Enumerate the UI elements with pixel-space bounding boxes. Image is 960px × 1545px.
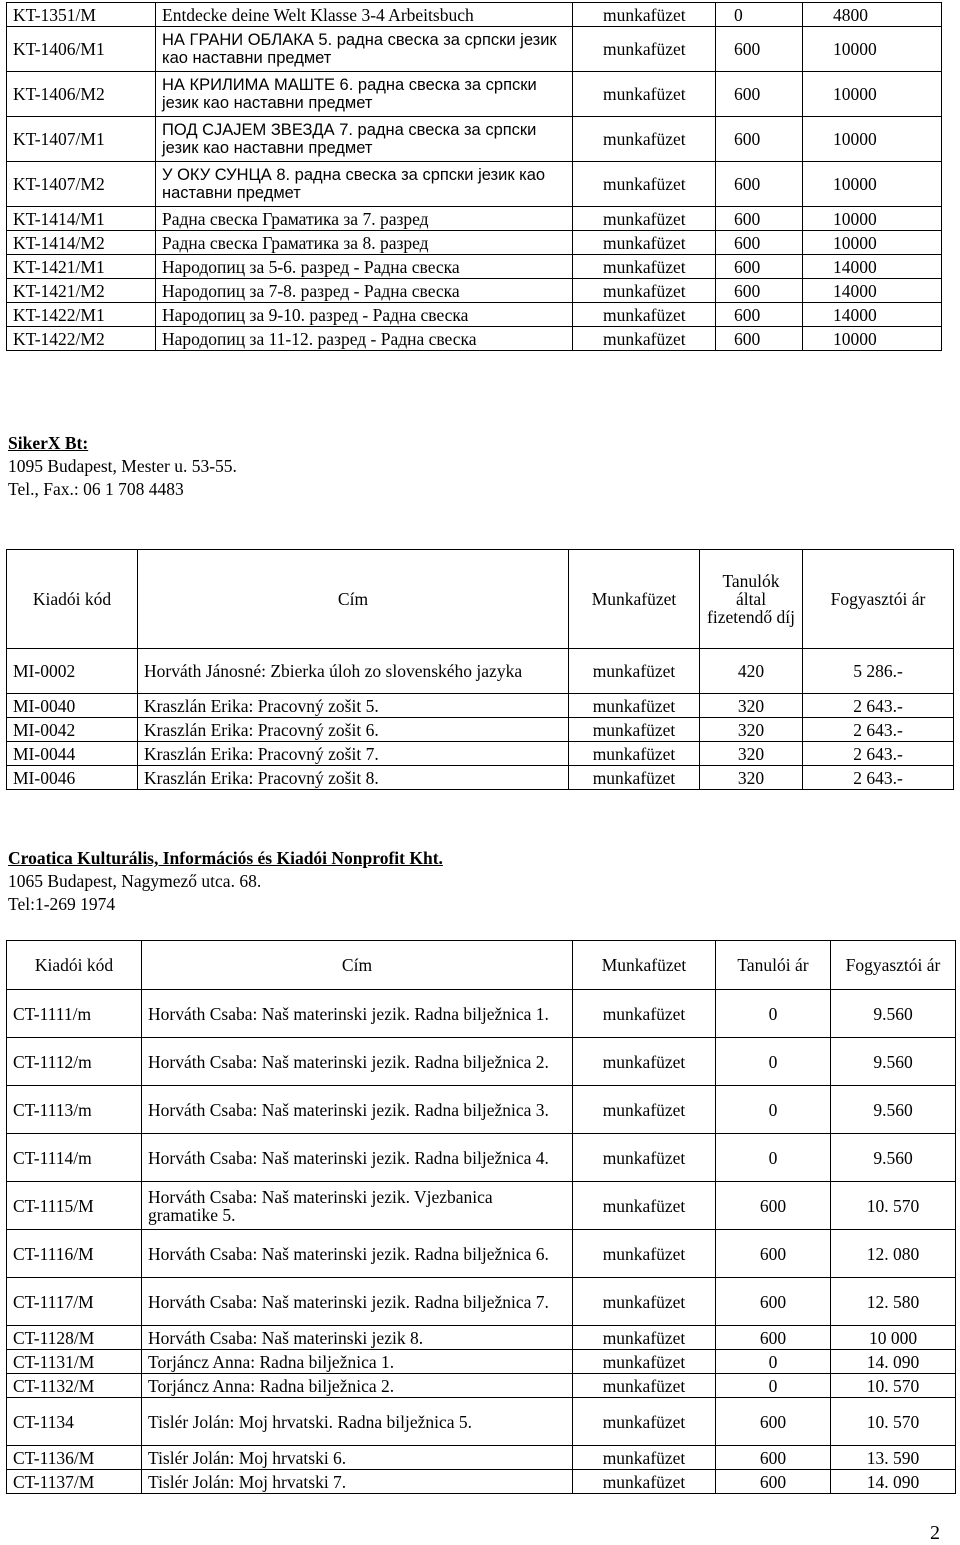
cell-consumer-price: 10000 xyxy=(803,231,942,255)
header-code: Kiadói kód xyxy=(7,550,138,649)
cell-type: munkafüzet xyxy=(573,303,716,327)
cell-type: munkafüzet xyxy=(573,117,716,162)
cell-code: CT-1131/M xyxy=(7,1350,142,1374)
cell-code: KT-1414/M2 xyxy=(7,231,156,255)
cell-code: KT-1406/M1 xyxy=(7,27,156,72)
cell-student-price: 600 xyxy=(716,231,803,255)
cell-student-price: 0 xyxy=(716,990,831,1038)
cell-student-price: 600 xyxy=(716,1278,831,1326)
cell-code: KT-1421/M2 xyxy=(7,279,156,303)
cell-student-price: 600 xyxy=(716,1326,831,1350)
cell-code: CT-1113/m xyxy=(7,1086,142,1134)
publisher-name: SikerX Bt: xyxy=(8,433,89,453)
cell-type: munkafüzet xyxy=(569,718,700,742)
cell-consumer-price: 10. 570 xyxy=(831,1374,956,1398)
cell-student-price: 600 xyxy=(716,27,803,72)
cell-type: munkafüzet xyxy=(573,279,716,303)
cell-type: munkafüzet xyxy=(573,1350,716,1374)
cell-code: KT-1407/M2 xyxy=(7,162,156,207)
table-row xyxy=(7,1374,956,1398)
table-row xyxy=(7,27,942,72)
table-row xyxy=(7,694,954,718)
publisher-croatica-info xyxy=(8,847,443,916)
cell-title: Tislér Jolán: Moj hrvatski. Radna bilježnica 5. xyxy=(142,1398,573,1446)
table-row xyxy=(7,162,942,207)
cell-code: MI-0042 xyxy=(7,718,138,742)
cell-type: munkafüzet xyxy=(573,1230,716,1278)
cell-type: munkafüzet xyxy=(573,1278,716,1326)
header-student-price: Tanulók által fizetendő díj xyxy=(700,550,803,649)
cell-consumer-price: 10000 xyxy=(803,327,942,351)
cell-title: Horváth Csaba: Naš materinski jezik. Radna bilježnica 7. xyxy=(142,1278,573,1326)
header-student-price: Tanulói ár xyxy=(716,941,831,990)
cell-title: Kraszlán Erika: Pracovný zošit 8. xyxy=(138,766,569,790)
table-row xyxy=(7,718,954,742)
table-row xyxy=(7,1182,956,1230)
cell-consumer-price: 9.560 xyxy=(831,1086,956,1134)
cell-title: У ОКУ СУНЦА 8. радна свеска за српски језик као наставни предмет xyxy=(156,162,573,207)
cell-code: KT-1421/M1 xyxy=(7,255,156,279)
cell-title: Kraszlán Erika: Pracovný zošit 6. xyxy=(138,718,569,742)
cell-type: munkafüzet xyxy=(569,742,700,766)
cell-student-price: 0 xyxy=(716,3,803,27)
cell-student-price: 420 xyxy=(700,649,803,694)
table-body xyxy=(7,649,954,790)
header-consumer-price: Fogyasztói ár xyxy=(831,941,956,990)
cell-type: munkafüzet xyxy=(573,162,716,207)
header-title: Cím xyxy=(142,941,573,990)
serbian-workbook-table xyxy=(6,2,942,351)
cell-consumer-price: 10000 xyxy=(803,162,942,207)
cell-code: MI-0002 xyxy=(7,649,138,694)
cell-consumer-price: 14. 090 xyxy=(831,1350,956,1374)
table-row xyxy=(7,255,942,279)
cell-student-price: 600 xyxy=(716,72,803,117)
cell-student-price: 600 xyxy=(716,279,803,303)
table-body xyxy=(7,990,956,1494)
cell-consumer-price: 9.560 xyxy=(831,990,956,1038)
table-header-row xyxy=(7,550,954,649)
cell-title: Народопиц за 11-12. разред - Радна свеска xyxy=(156,327,573,351)
cell-student-price: 600 xyxy=(716,303,803,327)
cell-type: munkafüzet xyxy=(573,1326,716,1350)
cell-code: CT-1114/m xyxy=(7,1134,142,1182)
cell-type: munkafüzet xyxy=(573,1182,716,1230)
table-row xyxy=(7,117,942,162)
cell-code: CT-1111/m xyxy=(7,990,142,1038)
cell-consumer-price: 14000 xyxy=(803,255,942,279)
cell-consumer-price: 14. 090 xyxy=(831,1470,956,1494)
publisher-sikerx-info xyxy=(8,432,237,501)
table-row xyxy=(7,1470,956,1494)
cell-consumer-price: 2 643.- xyxy=(803,766,954,790)
cell-title: Horváth Csaba: Naš materinski jezik. Radna bilježnica 2. xyxy=(142,1038,573,1086)
cell-title: Horváth Csaba: Naš materinski jezik. Radna bilježnica 4. xyxy=(142,1134,573,1182)
cell-code: CT-1115/M xyxy=(7,1182,142,1230)
cell-consumer-price: 5 286.- xyxy=(803,649,954,694)
cell-code: KT-1407/M1 xyxy=(7,117,156,162)
table-row xyxy=(7,1350,956,1374)
cell-student-price: 600 xyxy=(716,207,803,231)
cell-student-price: 0 xyxy=(716,1374,831,1398)
cell-title: Kraszlán Erika: Pracovný zošit 5. xyxy=(138,694,569,718)
cell-title: Entdecke deine Welt Klasse 3-4 Arbeitsbuch xyxy=(156,3,573,27)
cell-type: munkafüzet xyxy=(573,1446,716,1470)
cell-code: CT-1134 xyxy=(7,1398,142,1446)
table-row xyxy=(7,990,956,1038)
cell-title: НА КРИЛИМА МАШТЕ 6. радна свеска за српски језик као наставни предмет xyxy=(156,72,573,117)
cell-code: KT-1414/M1 xyxy=(7,207,156,231)
table-row xyxy=(7,1038,956,1086)
cell-title: Horváth Csaba: Naš materinski jezik. Radna bilježnica 3. xyxy=(142,1086,573,1134)
cell-student-price: 600 xyxy=(716,162,803,207)
page-number: 2 xyxy=(930,1522,940,1544)
table-header-row xyxy=(7,941,956,990)
table-row xyxy=(7,231,942,255)
header-consumer-price: Fogyasztói ár xyxy=(803,550,954,649)
publisher-address: 1095 Budapest, Mester u. 53-55. xyxy=(8,456,237,476)
cell-type: munkafüzet xyxy=(573,1374,716,1398)
cell-type: munkafüzet xyxy=(573,327,716,351)
publisher-phone: Tel:1-269 1974 xyxy=(8,894,116,914)
table-row xyxy=(7,1326,956,1350)
cell-student-price: 0 xyxy=(716,1350,831,1374)
cell-code: KT-1422/M1 xyxy=(7,303,156,327)
publisher-address: 1065 Budapest, Nagymező utca. 68. xyxy=(8,871,262,891)
table-row xyxy=(7,279,942,303)
cell-consumer-price: 2 643.- xyxy=(803,742,954,766)
cell-title: Народопиц за 7-8. разред - Радна свеска xyxy=(156,279,573,303)
table-row xyxy=(7,649,954,694)
cell-type: munkafüzet xyxy=(569,766,700,790)
cell-title: Kraszlán Erika: Pracovný zošit 7. xyxy=(138,742,569,766)
cell-student-price: 600 xyxy=(716,117,803,162)
cell-type: munkafüzet xyxy=(573,3,716,27)
cell-consumer-price: 10000 xyxy=(803,117,942,162)
cell-consumer-price: 2 643.- xyxy=(803,718,954,742)
cell-title: Народопиц за 5-6. разред - Радна свеска xyxy=(156,255,573,279)
table-row xyxy=(7,327,942,351)
cell-student-price: 320 xyxy=(700,694,803,718)
cell-title: Horváth Csaba: Naš materinski jezik. Radna bilježnica 6. xyxy=(142,1230,573,1278)
cell-consumer-price: 4800 xyxy=(803,3,942,27)
cell-code: MI-0046 xyxy=(7,766,138,790)
cell-type: munkafüzet xyxy=(569,694,700,718)
cell-title: Horváth Jánosné: Zbierka úloh zo slovenského jazyka xyxy=(138,649,569,694)
publisher-name: Croatica Kulturális, Információs és Kiadói Nonprofit Kht. xyxy=(8,848,443,868)
table-row xyxy=(7,72,942,117)
cell-student-price: 600 xyxy=(716,1446,831,1470)
cell-type: munkafüzet xyxy=(573,1038,716,1086)
cell-consumer-price: 9.560 xyxy=(831,1134,956,1182)
cell-title: Народопиц за 9-10. разред - Радна свеска xyxy=(156,303,573,327)
table-row xyxy=(7,1278,956,1326)
table-row xyxy=(7,3,942,27)
cell-student-price: 600 xyxy=(716,1470,831,1494)
cell-code: KT-1406/M2 xyxy=(7,72,156,117)
table-row xyxy=(7,303,942,327)
cell-code: CT-1112/m xyxy=(7,1038,142,1086)
cell-type: munkafüzet xyxy=(573,1398,716,1446)
cell-title: Tislér Jolán: Moj hrvatski 7. xyxy=(142,1470,573,1494)
cell-title: Horváth Csaba: Naš materinski jezik 8. xyxy=(142,1326,573,1350)
header-type: Munkafüzet xyxy=(569,550,700,649)
header-title: Cím xyxy=(138,550,569,649)
cell-consumer-price: 14000 xyxy=(803,279,942,303)
cell-type: munkafüzet xyxy=(573,207,716,231)
cell-consumer-price: 10. 570 xyxy=(831,1398,956,1446)
header-code: Kiadói kód xyxy=(7,941,142,990)
cell-consumer-price: 10 000 xyxy=(831,1326,956,1350)
table-row xyxy=(7,1230,956,1278)
cell-student-price: 600 xyxy=(716,327,803,351)
cell-consumer-price: 10000 xyxy=(803,27,942,72)
cell-consumer-price: 12. 080 xyxy=(831,1230,956,1278)
cell-student-price: 0 xyxy=(716,1038,831,1086)
cell-code: MI-0040 xyxy=(7,694,138,718)
cell-code: CT-1128/M xyxy=(7,1326,142,1350)
cell-student-price: 320 xyxy=(700,766,803,790)
table-body xyxy=(7,3,942,351)
cell-consumer-price: 10000 xyxy=(803,72,942,117)
cell-title: Радна свеска Граматика за 8. разред xyxy=(156,231,573,255)
cell-title: ПОД СЈАЈЕМ ЗВЕЗДА 7. радна свеска за српски језик као наставни предмет xyxy=(156,117,573,162)
table-row xyxy=(7,766,954,790)
cell-title: Horváth Csaba: Naš materinski jezik. Radna bilježnica 1. xyxy=(142,990,573,1038)
publisher-phone: Tel., Fax.: 06 1 708 4483 xyxy=(8,479,184,499)
table-row xyxy=(7,742,954,766)
slovak-workbook-table xyxy=(6,549,954,790)
cell-student-price: 600 xyxy=(716,255,803,279)
table-row xyxy=(7,207,942,231)
cell-consumer-price: 2 643.- xyxy=(803,694,954,718)
cell-code: CT-1136/M xyxy=(7,1446,142,1470)
cell-type: munkafüzet xyxy=(573,27,716,72)
cell-type: munkafüzet xyxy=(569,649,700,694)
cell-student-price: 320 xyxy=(700,742,803,766)
cell-code: KT-1422/M2 xyxy=(7,327,156,351)
cell-code: CT-1116/M xyxy=(7,1230,142,1278)
cell-title: Tislér Jolán: Moj hrvatski 6. xyxy=(142,1446,573,1470)
cell-code: CT-1137/M xyxy=(7,1470,142,1494)
cell-consumer-price: 10000 xyxy=(803,207,942,231)
cell-type: munkafüzet xyxy=(573,255,716,279)
cell-title: Радна свеска Граматика за 7. разред xyxy=(156,207,573,231)
table-row xyxy=(7,1398,956,1446)
cell-consumer-price: 9.560 xyxy=(831,1038,956,1086)
cell-code: CT-1132/M xyxy=(7,1374,142,1398)
cell-student-price: 600 xyxy=(716,1398,831,1446)
cell-student-price: 320 xyxy=(700,718,803,742)
cell-title: Horváth Csaba: Naš materinski jezik. Vjezbanica gramatike 5. xyxy=(142,1182,573,1230)
cell-student-price: 0 xyxy=(716,1086,831,1134)
table-row xyxy=(7,1134,956,1182)
table-row xyxy=(7,1446,956,1470)
cell-title: НА ГРАНИ ОБЛАКА 5. радна свеска за српски језик као наставни предмет xyxy=(156,27,573,72)
cell-type: munkafüzet xyxy=(573,72,716,117)
cell-consumer-price: 14000 xyxy=(803,303,942,327)
cell-student-price: 600 xyxy=(716,1182,831,1230)
cell-type: munkafüzet xyxy=(573,1086,716,1134)
cell-title: Torjáncz Anna: Radna bilježnica 2. xyxy=(142,1374,573,1398)
cell-type: munkafüzet xyxy=(573,1134,716,1182)
cell-code: CT-1117/M xyxy=(7,1278,142,1326)
cell-type: munkafüzet xyxy=(573,231,716,255)
cell-code: KT-1351/M xyxy=(7,3,156,27)
cell-consumer-price: 10. 570 xyxy=(831,1182,956,1230)
cell-type: munkafüzet xyxy=(573,1470,716,1494)
table-row xyxy=(7,1086,956,1134)
croatian-workbook-table xyxy=(6,940,956,1494)
cell-type: munkafüzet xyxy=(573,990,716,1038)
cell-consumer-price: 13. 590 xyxy=(831,1446,956,1470)
cell-code: MI-0044 xyxy=(7,742,138,766)
cell-consumer-price: 12. 580 xyxy=(831,1278,956,1326)
header-type: Munkafüzet xyxy=(573,941,716,990)
cell-student-price: 0 xyxy=(716,1134,831,1182)
cell-student-price: 600 xyxy=(716,1230,831,1278)
cell-title: Torjáncz Anna: Radna bilježnica 1. xyxy=(142,1350,573,1374)
